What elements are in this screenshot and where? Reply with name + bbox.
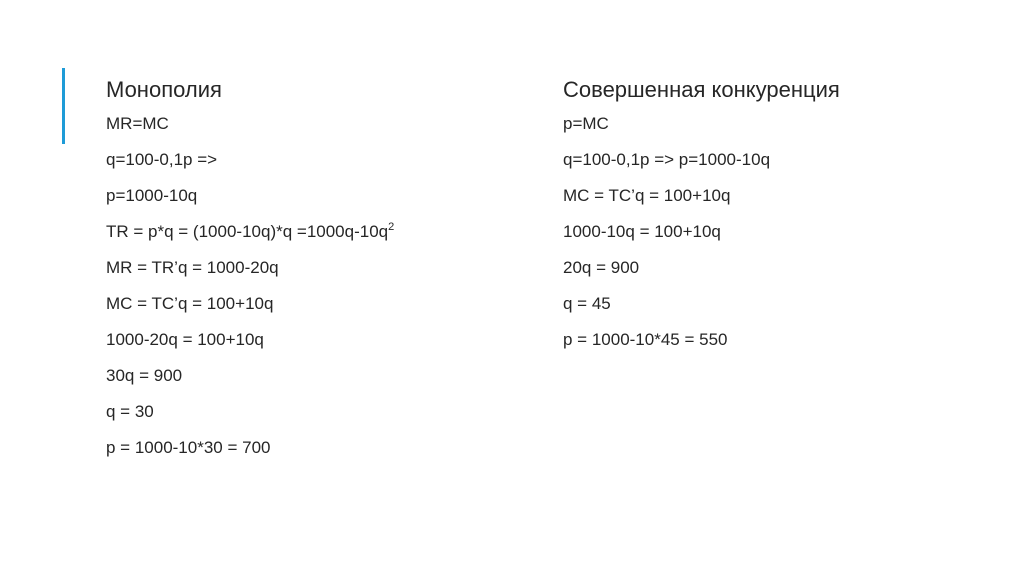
monopoly-line-3: p=1000-10q — [106, 186, 198, 205]
monopoly-heading: Монополия — [106, 77, 222, 102]
monopoly-line-10: p = 1000-10*30 = 700 — [106, 438, 271, 457]
tr-exponent: 2 — [388, 221, 395, 233]
competition-line-3: MC = TC’q = 100+10q — [563, 186, 731, 205]
monopoly-column — [106, 76, 394, 474]
competition-heading: Совершенная конкуренция — [563, 77, 840, 102]
monopoly-line-1: MR=MC — [106, 114, 169, 133]
competition-line-5: 20q = 900 — [563, 258, 640, 277]
monopoly-line-4 — [106, 222, 394, 241]
competition-line-4: 1000-10q = 100+10q — [563, 222, 721, 241]
competition-line-7: p = 1000-10*45 = 550 — [563, 330, 728, 349]
competition-line-6: q = 45 — [563, 294, 611, 313]
monopoly-line-5: MR = TR’q = 1000-20q — [106, 258, 279, 277]
monopoly-line-7: 1000-20q = 100+10q — [106, 330, 264, 349]
monopoly-line-9: q = 30 — [106, 402, 154, 421]
competition-line-2: q=100-0,1p => p=1000-10q — [563, 150, 771, 169]
monopoly-line-2: q=100-0,1p => — [106, 150, 218, 169]
competition-line-1: p=MC — [563, 114, 609, 133]
tr-formula: TR = p*q = (1000-10q)*q =1000q-10q — [106, 222, 389, 241]
competition-column — [563, 76, 840, 366]
monopoly-line-6: MC = TC’q = 100+10q — [106, 294, 274, 313]
monopoly-line-8: 30q = 900 — [106, 366, 183, 385]
accent-bar — [62, 68, 65, 144]
